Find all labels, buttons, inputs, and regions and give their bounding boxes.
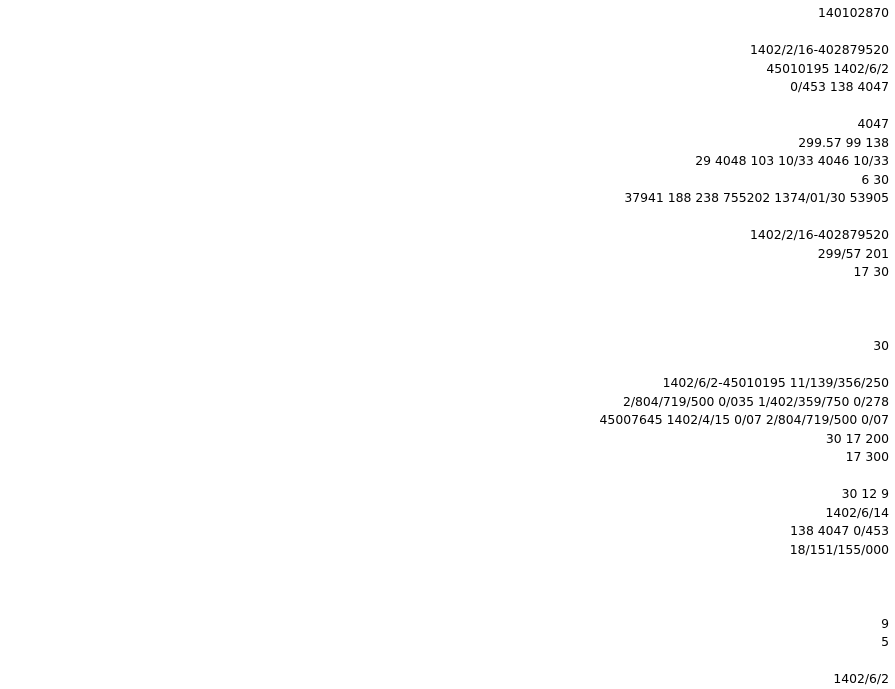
text-line: 4047 138 0/453	[790, 79, 889, 94]
text-line: 30	[873, 338, 889, 353]
text-line: 138 99 299.57	[798, 134, 889, 150]
text-line	[6, 23, 889, 42]
text-line	[6, 652, 889, 671]
text-line: 140102870	[818, 5, 889, 20]
text-line	[6, 97, 889, 116]
text-line: 11/139/356/250 1402/6/2-45010195	[662, 375, 889, 390]
text-line	[6, 356, 889, 375]
text-line: 1402/6/2 45010195	[766, 60, 889, 76]
text-line	[6, 596, 889, 615]
text-line	[6, 467, 889, 486]
text-line: 9	[881, 615, 889, 631]
text-line: 0/453 4047 138	[790, 523, 889, 538]
text-line: 5	[881, 634, 889, 649]
text-line	[6, 559, 889, 578]
text-line: 30 6	[861, 171, 889, 187]
text-line	[6, 300, 889, 319]
text-line: 30 17	[853, 264, 889, 279]
text-line: 4047	[857, 116, 889, 131]
text-line	[6, 282, 889, 301]
text-line: 200 17 30	[825, 430, 889, 446]
text-line: 9 12 30	[841, 486, 889, 501]
text-line: 1402/6/14	[825, 504, 889, 520]
text-line: 300 17	[845, 449, 889, 464]
text-line	[6, 578, 889, 597]
text-line: 201 299/57	[817, 245, 889, 261]
text-line	[6, 208, 889, 227]
text-line: 1402/2/16-402879520	[750, 42, 889, 57]
text-line	[6, 319, 889, 338]
text-line: 0/07 2/804/719/500 0/07 1402/4/15 45007645	[599, 412, 889, 427]
text-line: 18/151/155/000	[789, 541, 889, 557]
text-line: 1402/2/16-402879520	[750, 227, 889, 242]
text-line: 53905 1374/01/30 755202 238 188 37941	[624, 190, 889, 205]
text-line: 10/33 4046 10/33 103 4048 29	[695, 153, 889, 168]
text-line: 0/278 1/402/359/750 0/035 2/804/719/500	[622, 393, 889, 409]
text-line: 1402/6/2	[833, 671, 889, 686]
